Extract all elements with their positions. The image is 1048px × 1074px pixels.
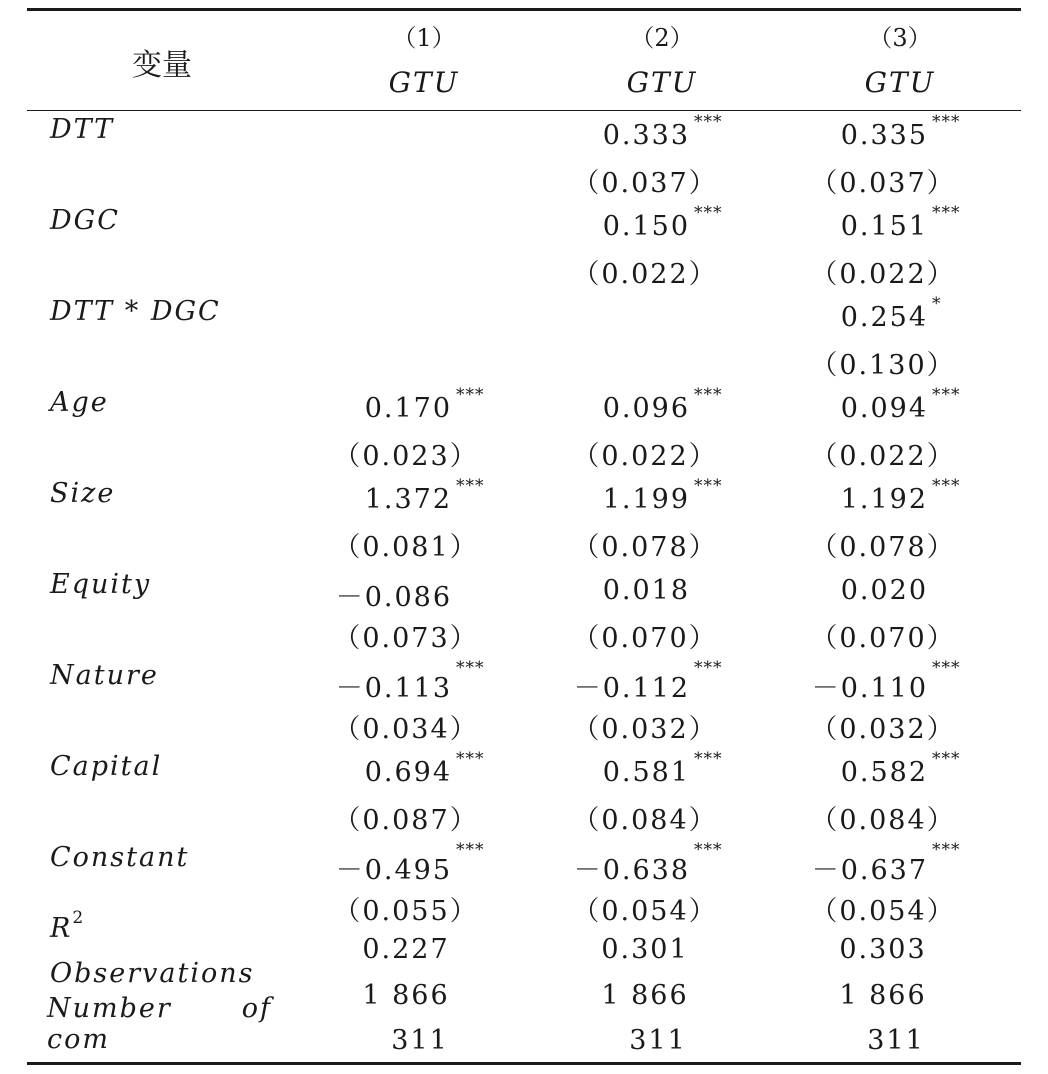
observations-value-2: 1 866 [601, 980, 689, 1011]
standard-error: （0.078） [810, 532, 956, 563]
standard-error: （0.023） [333, 441, 479, 472]
standard-error: （0.054） [810, 896, 956, 927]
standard-error: （0.055） [333, 896, 479, 927]
coefficient-value: 0.254 [840, 302, 928, 333]
coefficient-value: －0.086 [335, 582, 452, 613]
column-2-dependent: GTU [626, 66, 698, 99]
standard-error: （0.022） [810, 259, 956, 290]
significance-stars: *** [932, 840, 961, 860]
coefficient-value: 0.151 [840, 211, 928, 242]
coefficient-value: 0.333 [602, 120, 690, 151]
coefficient-value: －0.637 [811, 855, 928, 886]
variable-label: Nature [50, 660, 159, 691]
standard-error: （0.084） [810, 805, 956, 836]
standard-error: （0.037） [572, 168, 718, 199]
significance-stars: *** [456, 385, 485, 405]
standard-error: （0.078） [572, 532, 718, 563]
variable-label: Equity [50, 569, 152, 600]
column-1-dependent: GTU [388, 66, 460, 99]
coefficient-value: －0.112 [573, 673, 690, 704]
observations-value-1: 1 866 [362, 980, 450, 1011]
variable-label: Size [50, 478, 116, 509]
significance-stars: *** [694, 112, 723, 132]
coefficient-value: 0.096 [602, 393, 690, 424]
significance-stars: *** [932, 385, 961, 405]
number-of-com-value-3: 311 [867, 1025, 925, 1056]
coefficient-value: 0.094 [840, 393, 928, 424]
number-of-com-label: Number of com [47, 993, 272, 1055]
standard-error: （0.073） [333, 623, 479, 654]
standard-error: （0.087） [333, 805, 479, 836]
standard-error: （0.037） [810, 168, 956, 199]
column-3-dependent: GTU [864, 66, 936, 99]
significance-stars: * [932, 294, 942, 314]
top-rule [27, 8, 1021, 11]
significance-stars: *** [456, 476, 485, 496]
significance-stars: *** [694, 749, 723, 769]
standard-error: （0.070） [810, 623, 956, 654]
variable-label: DTT [50, 114, 115, 145]
significance-stars: *** [694, 658, 723, 678]
significance-stars: *** [694, 476, 723, 496]
bottom-rule [27, 1062, 1021, 1065]
significance-stars: *** [694, 385, 723, 405]
standard-error: （0.032） [572, 714, 718, 745]
standard-error: （0.022） [572, 259, 718, 290]
number-of-com-value-2: 311 [629, 1025, 687, 1056]
significance-stars: *** [932, 658, 961, 678]
coefficient-value: 0.335 [840, 120, 928, 151]
observations-label: Observations [50, 958, 255, 989]
significance-stars: *** [694, 203, 723, 223]
significance-stars: *** [456, 840, 485, 860]
coefficient-value: 0.020 [840, 575, 928, 606]
significance-stars: *** [932, 112, 961, 132]
standard-error: （0.081） [333, 532, 479, 563]
r2-value-2: 0.301 [601, 934, 689, 965]
coefficient-value: －0.110 [811, 673, 928, 704]
r2-value-3: 0.303 [839, 934, 927, 965]
variable-header: 变量 [132, 48, 192, 83]
coefficient-value: 0.582 [840, 757, 928, 788]
column-3-number: （3） [868, 24, 932, 52]
variable-label: DGC [50, 205, 120, 236]
variable-label: Age [50, 387, 109, 418]
significance-stars: *** [932, 203, 961, 223]
column-1-number: （1） [392, 24, 456, 52]
header-rule [27, 110, 1021, 111]
column-2-number: （2） [630, 24, 694, 52]
coefficient-value: 0.694 [364, 757, 452, 788]
number-of-com-value-1: 311 [391, 1025, 449, 1056]
standard-error: （0.070） [572, 623, 718, 654]
coefficient-value: －0.113 [335, 673, 452, 704]
significance-stars: *** [694, 840, 723, 860]
significance-stars: *** [456, 658, 485, 678]
coefficient-value: －0.638 [573, 855, 690, 886]
standard-error: （0.054） [572, 896, 718, 927]
coefficient-value: 1.192 [840, 484, 928, 515]
coefficient-value: 1.372 [364, 484, 452, 515]
coefficient-value: 1.199 [602, 484, 690, 515]
r2-value-1: 0.227 [362, 934, 450, 965]
coefficient-value: 0.170 [364, 393, 452, 424]
coefficient-value: 0.150 [602, 211, 690, 242]
standard-error: （0.130） [810, 350, 956, 381]
standard-error: （0.022） [810, 441, 956, 472]
variable-label: Capital [50, 751, 163, 782]
significance-stars: *** [932, 476, 961, 496]
significance-stars: *** [456, 749, 485, 769]
variable-label: Constant [50, 842, 190, 873]
significance-stars: *** [932, 749, 961, 769]
standard-error: （0.034） [333, 714, 479, 745]
coefficient-value: 0.581 [602, 757, 690, 788]
r2-label: $R^2$ [50, 908, 86, 944]
coefficient-value: 0.018 [602, 575, 690, 606]
standard-error: （0.032） [810, 714, 956, 745]
observations-value-3: 1 866 [839, 980, 927, 1011]
coefficient-value: －0.495 [335, 855, 452, 886]
variable-label: DTT * DGC [50, 296, 221, 327]
standard-error: （0.022） [572, 441, 718, 472]
standard-error: （0.084） [572, 805, 718, 836]
